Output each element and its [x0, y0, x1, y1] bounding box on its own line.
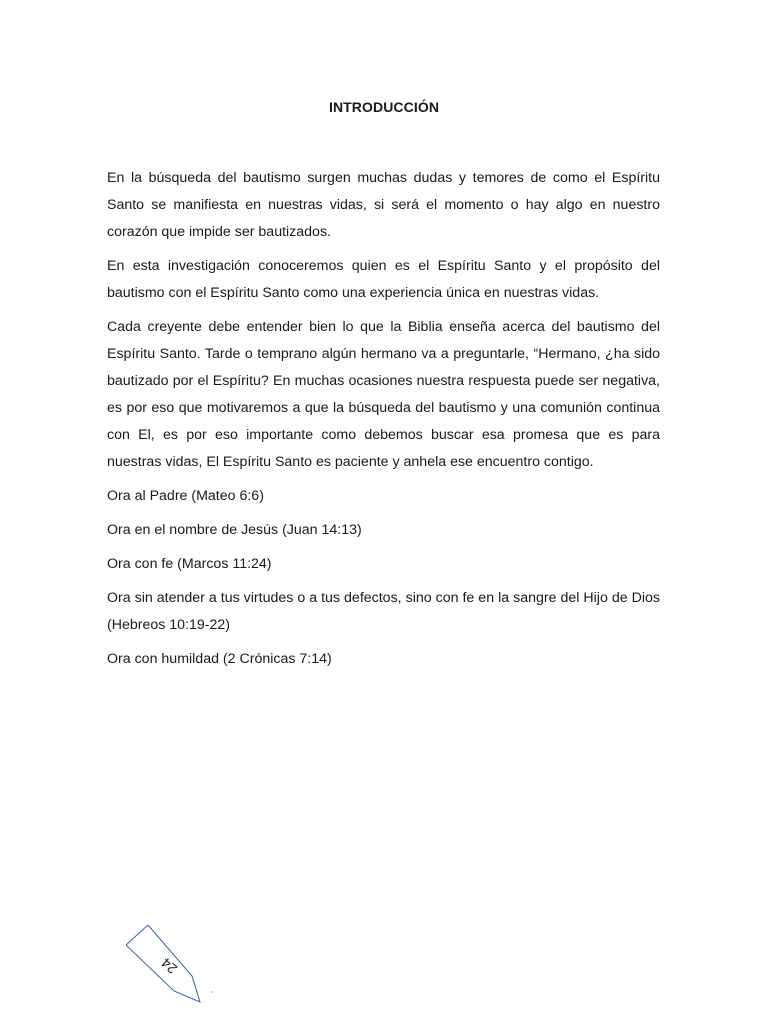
- paragraph-intro: En la búsqueda del bautismo surgen muchas dudas y temores de como el Espíritu Santo se manifiesta en nuestras vidas, si será el momento o hay algo en nuestro corazón que impide ser bautizados.: [107, 170, 660, 240]
- paragraph-believer: Cada creyente debe entender bien lo que la Biblia enseña acerca del bautismo del Espíritu Santo. Tarde o temprano algún hermano va a preguntarle, “Hermano, ¿ha sido bautizado por el Espíritu? En muchas ocasiones nuestra respuesta puede ser negativa, es por eso que motivaremos a que la búsqueda del bautismo y una comunión continua con El, es por eso importante como debemos buscar esa promesa que es para nuestras vidas, El Espíritu Santo es paciente y anhela ese encuentro contigo.: [107, 319, 660, 470]
- page-number-badge: [126, 925, 216, 1005]
- paragraph-purpose: En esta investigación conoceremos quien es el Espíritu Santo y el propósito del bautismo con el Espíritu Santo como una experiencia única en nuestras vidas.: [107, 258, 660, 301]
- page-number-dot: [211, 991, 212, 992]
- prayer-item: Ora con humildad (2 Crónicas 7:14): [107, 651, 332, 667]
- prayer-item: Ora con fe (Marcos 11:24): [107, 556, 272, 572]
- document-body: [107, 165, 660, 680]
- prayer-item: Ora al Padre (Mateo 6:6): [107, 488, 264, 504]
- prayer-item: Ora en el nombre de Jesús (Juan 14:13): [107, 522, 362, 538]
- prayer-item: Ora sin atender a tus virtudes o a tus defectos, sino con fe en la sangre del Hijo de Dios (Hebreos 10:19-22): [107, 590, 660, 633]
- document-title: INTRODUCCIÓN: [328, 99, 440, 115]
- page-number: 24: [157, 954, 181, 978]
- page-number-shape: [126, 925, 216, 1005]
